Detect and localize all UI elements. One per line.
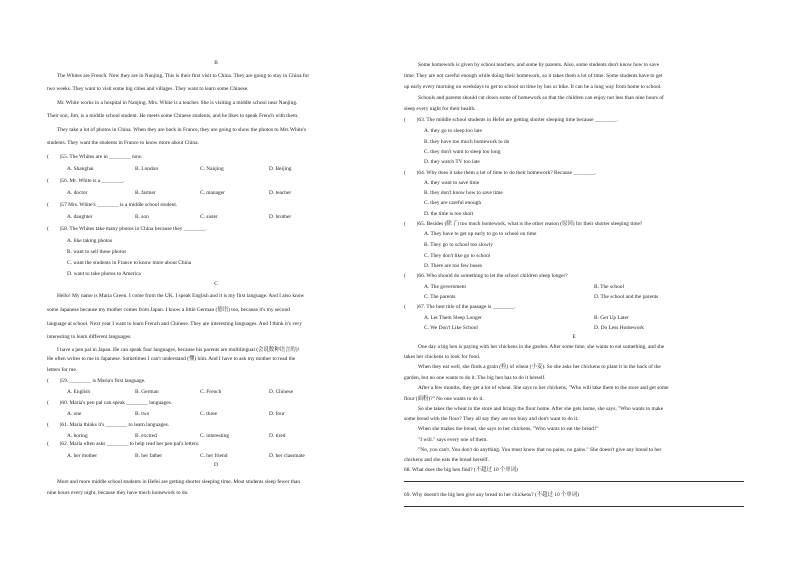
right-text-line: D. the time is too short <box>424 211 474 217</box>
right-text-line: A. they want to save time <box>424 180 480 186</box>
right-text-line: A. Let Them Sleep Longer <box>424 315 482 321</box>
left-text-line: C. manager <box>200 190 225 196</box>
right-text-line: time. They are not careful enough while doing their homework, so it takes them a lot of time. Some students have to get <box>404 73 663 79</box>
left-text-line: some Japanese because my mother comes from Japan. I know a little German (德语) too, because it's my second <box>47 307 290 313</box>
left-text-line: C. sister <box>200 214 218 220</box>
right-text-line: 68. What does the big hen find? (不超过 10 个单词) <box>404 467 518 473</box>
left-text-line: B. want to sell these photos <box>67 249 127 255</box>
right-text-line: After a few months, they get a lot of wheat. She says to her chickens, "Who will take them to the store and get some <box>418 385 669 391</box>
right-text-line: One day a big hen is paying with her chickens in the garden. After some time, she wants to eat something, and she <box>418 344 665 350</box>
left-text-line: A. like taking photos <box>67 238 113 244</box>
left-text-line: More and more middle school students in Hefei are getting shorter sleeping time. Most students sleep fewer than <box>57 479 301 485</box>
right-text-line: E <box>572 334 576 340</box>
left-text-line: ( )59. ________ is Maria's first language. <box>47 378 146 384</box>
left-text-line: ( )58. The Whites take many photos in China because they ________. <box>47 226 207 232</box>
right-text-line: D. Do Less Homework <box>594 325 645 331</box>
left-text-line: nine hours every night, because they have much homework to do. <box>47 490 189 496</box>
left-text-line: C. her friend <box>200 453 228 459</box>
left-text-line: A. doctor <box>67 190 88 196</box>
left-text-line: interesting to learn different languages. <box>47 334 132 340</box>
left-text-line: C. interesting <box>200 433 230 439</box>
right-text-line: "No, you can't. You don't do anything. You must know that no pains, no gains." She doesn't give any bread to her <box>418 447 662 453</box>
right-text-line: ( )66. Who should do something to let the school children sleep longer? <box>404 273 568 279</box>
left-text-line: ( )55. The Whites are in ________ now. <box>47 154 143 160</box>
right-text-line: B. they don't know how to save time <box>424 190 503 196</box>
left-text-line: D. want to take photos to America <box>67 271 141 277</box>
answer-line-68 <box>404 481 744 482</box>
right-text-line: D. they watch TV too late <box>424 159 480 165</box>
left-text-line: Their son, Jim, is a middle school student. He meets some Chinese students, and he likes to speak French with them. <box>47 113 299 119</box>
right-text-line: B. Get Up Later <box>594 315 629 321</box>
right-text-line: Some homework is given by school teachers, and some by parents. Also, some students don't know how to save <box>418 62 659 68</box>
left-text-line: ( )57 Mrs. White's ________ is a middle school student. <box>47 202 178 208</box>
right-text-line: up early every morning on weekdays to get to school on time by bus or bike. It can be a long way from home to school. <box>404 84 662 90</box>
left-text-line: I have a pen pal in Japan. He can speak four languages, because his parents are multilingual (会说数种语言的)! <box>57 347 300 353</box>
right-text-line: D. The school and the parents <box>594 294 659 300</box>
left-text-line: He often writes to me in Japanese. Sometimes I can't understand (懂) him. And I have to ask my mother to read the <box>47 356 296 362</box>
left-text-line: A. Shanghai <box>67 166 94 172</box>
left-text-line: B. excited <box>135 433 157 439</box>
left-text-line: A. her mother <box>67 453 98 459</box>
right-text-line: C. We Don't Like School <box>424 325 478 331</box>
left-text-line: two weeks. They want to visit some big cities and villages. They want to learn some Chinese. <box>47 86 249 92</box>
right-text-line: A. They have to get up early to go to school on time <box>424 231 537 237</box>
right-text-line: ( )64. Why does it take them a lot of time to do their homework? Because ________. <box>404 170 597 176</box>
right-text-line: B. they have too much homework to do <box>424 139 510 145</box>
right-text-line: 69. Why doesn't the big hen give any bread to her chickens? (不超过 10 个单词) <box>404 492 579 498</box>
left-text-line: C. Nanjing <box>200 166 224 172</box>
left-text-line: language at school. Next year I want to learn French and Chinese. They are interesting languages. And I think it's very <box>47 321 302 327</box>
left-text-line: B. London <box>135 166 159 172</box>
left-text-line: D. her classmate <box>269 453 305 459</box>
right-text-line: B. They go to school too slowly <box>424 242 493 248</box>
right-text-line: C. they are careful enough <box>424 200 482 206</box>
left-text-line: B. son <box>135 214 149 220</box>
left-text-line: ( )56. Mr. White is a ________. <box>47 178 125 184</box>
right-text-line: "I will." says every one of them. <box>418 437 488 443</box>
left-text-line: D. teacher <box>269 190 292 196</box>
right-text-line: C. they don't want to sleep too long <box>424 149 501 155</box>
right-text-line: ( )65. Besides (除了) too much homework, what is the other reason (原因) for their shorter sleeping time? <box>404 221 643 227</box>
left-text-line: ( )62. Maria often asks ________ to help read her pen pal's letters. <box>47 441 200 447</box>
left-text-line: students. They want the students in France to know more about China. <box>47 140 199 146</box>
left-text-line: Hello! My name is Maria Green. I come from the UK. I speak English and it is my first language. And I also know <box>57 293 305 299</box>
left-text-line: A. English <box>67 389 91 395</box>
right-text-line: When they eat well, she finds a grain (粒) of wheat (小麦). So she asks her chickens to plant it in the back of the <box>418 364 661 370</box>
left-text-line: A. one <box>67 411 82 417</box>
left-text-line: D. brother <box>269 214 292 220</box>
right-text-line: flour (面粉)?" No one wants to do it. <box>404 396 484 402</box>
left-text-line: D. Chinese <box>269 389 293 395</box>
left-text-line: C. French <box>200 389 222 395</box>
left-text-line: ( )61. Maria thinks it's ________ to learn languages. <box>47 422 170 428</box>
right-text-line: When she makes the bread, she says to her chickens, "Who wants to eat the bread?" <box>418 426 599 432</box>
right-text-line: Schools and parents should cut down some of homework so that the children can enjoy not less than nine hours of <box>418 95 664 101</box>
left-text-line: B. her father <box>135 453 163 459</box>
left-text-line: C <box>214 281 218 287</box>
left-text-line: Mr. White works in a hospital in Nanjing. Mrs. White is a teacher. She is visiting a middle school near Nanjing. <box>57 100 298 106</box>
left-text-line: A. boring <box>67 433 88 439</box>
left-text-line: B. German <box>135 389 159 395</box>
right-text-line: A. The government <box>424 284 466 290</box>
left-text-line: C. want the students in France to know more about China <box>67 260 192 266</box>
right-text-line: D. There are too few buses <box>424 263 482 269</box>
right-text-line: takes her chickens to look for food. <box>404 354 481 360</box>
left-text-line: B <box>214 60 218 66</box>
left-text-line: A. daughter <box>67 214 93 220</box>
left-text-line: letters for me. <box>47 367 78 373</box>
right-text-line: B. The school <box>594 284 624 290</box>
right-text-line: ( )67. The best title of the passage is ________. <box>404 304 516 310</box>
right-text-line: C. The parents <box>424 294 456 300</box>
answer-line-69 <box>404 506 744 507</box>
left-text-line: D. Beijing <box>269 166 292 172</box>
left-text-line: D. four <box>269 411 285 417</box>
right-text-line: chickens and she eats the bread herself. <box>404 457 489 463</box>
left-text-line: B. farmer <box>135 190 156 196</box>
right-text-line: garden, but no one wants to do it. The big hen has to do it herself. <box>404 375 546 381</box>
right-text-line: ( )63. The middle school students in Hefei are getting shorter sleeping time because ________. <box>404 117 618 123</box>
right-text-line: C. They don't like go to school <box>424 253 491 259</box>
right-text-line: So she takes the wheat to the store and brings the flour home. After she gets home, she says, "Who wants to make <box>418 406 664 412</box>
right-text-line: sleep every night for their health. <box>404 106 476 112</box>
left-text-line: ( )60. Maria's pen pal can speak ________ languages. <box>47 400 173 406</box>
right-text-line: some bread with the flour? They all say they are too busy and don't want to do it. <box>404 416 579 422</box>
left-text-line: D <box>214 462 218 468</box>
right-text-line: A. they go to sleep too late <box>424 128 482 134</box>
left-text-line: They take a lot of photos in China. When they are back in France, they are going to show the photos to Mrs White's <box>57 127 307 133</box>
left-text-line: The Whites are French. Now they are in Nanjing. This is their first visit to China. They are going to stay in China for <box>57 73 310 79</box>
left-text-line: C. three <box>200 411 218 417</box>
left-text-line: B. two <box>135 411 150 417</box>
left-text-line: D. tired <box>269 433 286 439</box>
